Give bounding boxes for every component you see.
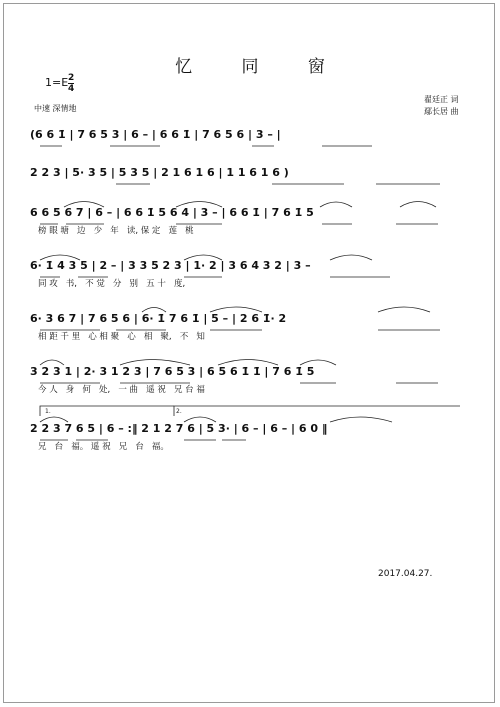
slur bbox=[330, 255, 372, 260]
song-title: 忆 同 窗 bbox=[175, 57, 347, 77]
slur bbox=[176, 202, 222, 208]
time-signature-top: 2 bbox=[68, 73, 75, 83]
lyrics-line: 兄 台 福。 遥 祝 兄 台 福。 bbox=[38, 442, 169, 452]
volta-label-second: 2. bbox=[176, 408, 182, 415]
slur bbox=[320, 202, 352, 207]
lyrics-line: 相 距 千 里 心 相 聚 心 相 聚, 不 知 bbox=[38, 332, 205, 342]
slur bbox=[300, 360, 336, 365]
lyrics-line: 榜 眼 塘 边 少 年 读, 保 定 莲 桃 bbox=[38, 226, 194, 236]
slur bbox=[218, 360, 278, 366]
time-signature-bottom: 4 bbox=[68, 84, 75, 94]
composer-credit: 鄢长居 曲 bbox=[424, 107, 459, 116]
key-signature: 1=E bbox=[45, 76, 69, 89]
notation-line: (6 6 1̇ | 7 6 5 3 | 6 – | 6 6 1̇ | 7 6 5 6 | 3 – | bbox=[30, 127, 281, 141]
notation-line: 6· 3 6 7 | 7 6 5 6 | 6· 1̇ 7 6 1̇ | 5 – | 2 6 1̇· 2 bbox=[30, 311, 287, 325]
notation-line: 6 6 5 6 7 | 6 – | 6 6 1̇ 5 6 4 | 3 – | 6 6 1̇ | 7 6 1̇ 5 bbox=[30, 205, 314, 219]
notation-line: 3 2 3 1 | 2· 3 1 2 3 | 7 6 5 3 | 6 5 6 1̇ 1̇ | 7 6 1̇ 5 bbox=[30, 364, 315, 378]
notation-line: 2 2 3 | 5· 3 5 | 5 3 5 | 2 1 6 1 6 | 1 1 6 1 6 ) bbox=[30, 165, 289, 179]
slur bbox=[378, 307, 430, 312]
slur bbox=[40, 255, 80, 260]
slur bbox=[330, 417, 392, 422]
notation-line: 2 2 3 7 6 5 | 6 – :‖ 2 1 2 7 6 | 5 3· | 6 – | 6 – | 6 0 ‖ bbox=[30, 421, 328, 435]
slur bbox=[40, 360, 64, 365]
lyricist-credit: 翟廷正 词 bbox=[424, 95, 459, 104]
volta-bracket-first bbox=[40, 406, 174, 416]
volta-bracket-second bbox=[174, 406, 460, 416]
slur bbox=[64, 202, 104, 208]
slur bbox=[400, 202, 436, 208]
lyrics-line: 同 攻 书, 不 觉 分 别 五 十 度, bbox=[38, 279, 186, 289]
date-stamp: 2017.04.27. bbox=[378, 569, 433, 579]
slur bbox=[184, 255, 222, 260]
notation-line: 6· 1̇ 4 3 5 | 2 – | 3 3 5 2 3 | 1· 2 | 3 6 4 3 2 | 3 – bbox=[30, 258, 311, 272]
slur bbox=[142, 308, 166, 313]
tempo-marking: 中速 深情地 bbox=[34, 104, 77, 113]
slur bbox=[120, 360, 190, 366]
slur bbox=[40, 417, 68, 422]
lyrics-line: 今 人 身 何 处, 一 曲 遥 祝 兄 台 福 bbox=[38, 385, 205, 395]
volta-label-first: 1. bbox=[45, 408, 51, 415]
slur bbox=[184, 417, 216, 422]
slur bbox=[210, 307, 262, 312]
